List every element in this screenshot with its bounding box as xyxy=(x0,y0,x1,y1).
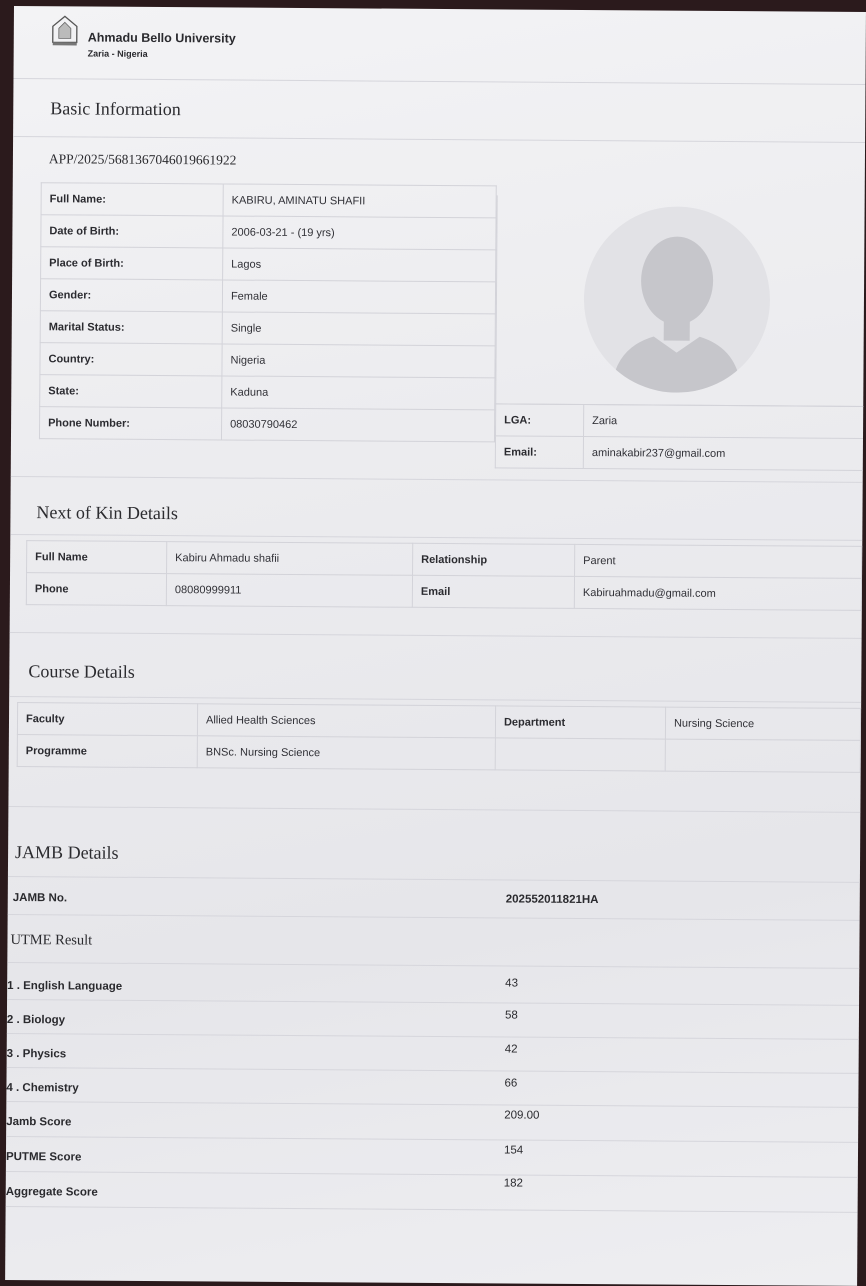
field-label: Date of Birth: xyxy=(41,215,223,248)
university-name: Ahmadu Bello University xyxy=(87,30,236,46)
table-row xyxy=(41,215,496,250)
score-label: Jamb Score xyxy=(6,1115,72,1129)
table-row xyxy=(495,436,864,471)
field-value: 08080999911 xyxy=(166,574,412,608)
utme-result-title: UTME Result xyxy=(10,931,93,949)
table-row xyxy=(17,735,860,773)
score-row xyxy=(6,1102,858,1143)
lga-label: LGA: xyxy=(496,404,584,437)
university-logo-icon xyxy=(50,14,80,48)
table-row xyxy=(40,311,495,346)
field-value: Parent xyxy=(575,544,862,578)
divider xyxy=(13,136,865,143)
field-label: Full Name xyxy=(27,541,167,574)
university-location: Zaria - Nigeria xyxy=(87,48,148,59)
field-value: 2006-03-21 - (19 yrs) xyxy=(223,216,496,250)
divider xyxy=(13,78,865,85)
field-label: Programme xyxy=(17,735,197,768)
field-label: Email xyxy=(412,575,574,608)
table-row xyxy=(40,375,495,410)
field-label: Relationship xyxy=(413,543,575,576)
score-row xyxy=(6,1137,858,1178)
lga-value: Zaria xyxy=(584,404,865,438)
table-row xyxy=(40,343,495,378)
score-value: 42 xyxy=(504,1043,518,1056)
score-label: 1 . English Language xyxy=(7,979,123,993)
jamb-number-label: JAMB No. xyxy=(12,892,68,905)
score-value: 182 xyxy=(503,1177,524,1190)
table-row xyxy=(39,407,494,442)
course-table xyxy=(17,702,861,773)
jamb-title: JAMB Details xyxy=(15,842,119,863)
table-row xyxy=(496,404,865,439)
score-value: 154 xyxy=(503,1144,524,1157)
score-label: Aggregate Score xyxy=(5,1185,98,1199)
field-value: Nigeria xyxy=(222,344,495,378)
field-label: Marital Status: xyxy=(40,311,222,344)
field-value: Lagos xyxy=(223,248,496,282)
field-value: Nursing Science xyxy=(665,707,860,740)
field-label: Place of Birth: xyxy=(41,247,223,280)
field-value: Kabiru Ahmadu shafii xyxy=(167,542,413,576)
divider xyxy=(9,696,861,703)
score-label: PUTME Score xyxy=(5,1150,82,1164)
course-title: Course Details xyxy=(28,661,135,682)
field-label: Phone Number: xyxy=(39,407,221,440)
email-label: Email: xyxy=(495,436,583,469)
field-label: Department xyxy=(495,706,665,739)
field-label: Faculty xyxy=(17,703,197,736)
table-row xyxy=(26,573,861,611)
table-row xyxy=(41,247,496,282)
application-number: APP/2025/5681367046019661922 xyxy=(48,151,237,168)
field-value: 08030790462 xyxy=(221,408,494,442)
score-label: 2 . Biology xyxy=(6,1013,66,1027)
empty-cell xyxy=(495,738,665,771)
avatar-placeholder-icon xyxy=(583,206,770,393)
admission-document xyxy=(5,6,866,1286)
field-value: Kabiruahmadu@gmail.com xyxy=(574,576,861,610)
score-value: 66 xyxy=(504,1077,518,1090)
score-value: 43 xyxy=(505,977,519,990)
field-label: Country: xyxy=(40,343,222,376)
field-value: Female xyxy=(222,280,495,314)
field-value: Kaduna xyxy=(222,376,495,410)
field-label: State: xyxy=(40,375,222,408)
basic-info-title: Basic Information xyxy=(50,98,181,120)
divider xyxy=(8,806,860,813)
kin-table xyxy=(26,540,862,611)
field-value: Single xyxy=(222,312,495,346)
contact-table xyxy=(495,403,865,471)
score-row xyxy=(6,1172,858,1213)
field-label: Gender: xyxy=(40,279,222,312)
score-label: 3 . Physics xyxy=(6,1047,67,1061)
field-value: BNSc. Nursing Science xyxy=(197,736,495,770)
field-value: KABIRU, AMINATU SHAFII xyxy=(223,184,496,218)
score-value: 209.00 xyxy=(504,1109,540,1122)
table-row xyxy=(41,183,496,218)
kin-title: Next of Kin Details xyxy=(36,502,179,524)
score-value: 58 xyxy=(504,1009,518,1022)
divider xyxy=(11,476,863,483)
field-label: Full Name: xyxy=(41,183,223,216)
table-row xyxy=(40,279,495,314)
score-label: 4 . Chemistry xyxy=(6,1081,79,1095)
jamb-number-row xyxy=(8,882,860,921)
basic-info-table xyxy=(39,182,497,442)
jamb-number-value: 202552011821HA xyxy=(505,893,599,907)
divider xyxy=(10,632,862,639)
empty-cell xyxy=(665,739,860,772)
field-value: Allied Health Sciences xyxy=(197,704,495,738)
email-value: aminakabir237@gmail.com xyxy=(583,436,864,470)
field-label: Phone xyxy=(26,573,166,606)
